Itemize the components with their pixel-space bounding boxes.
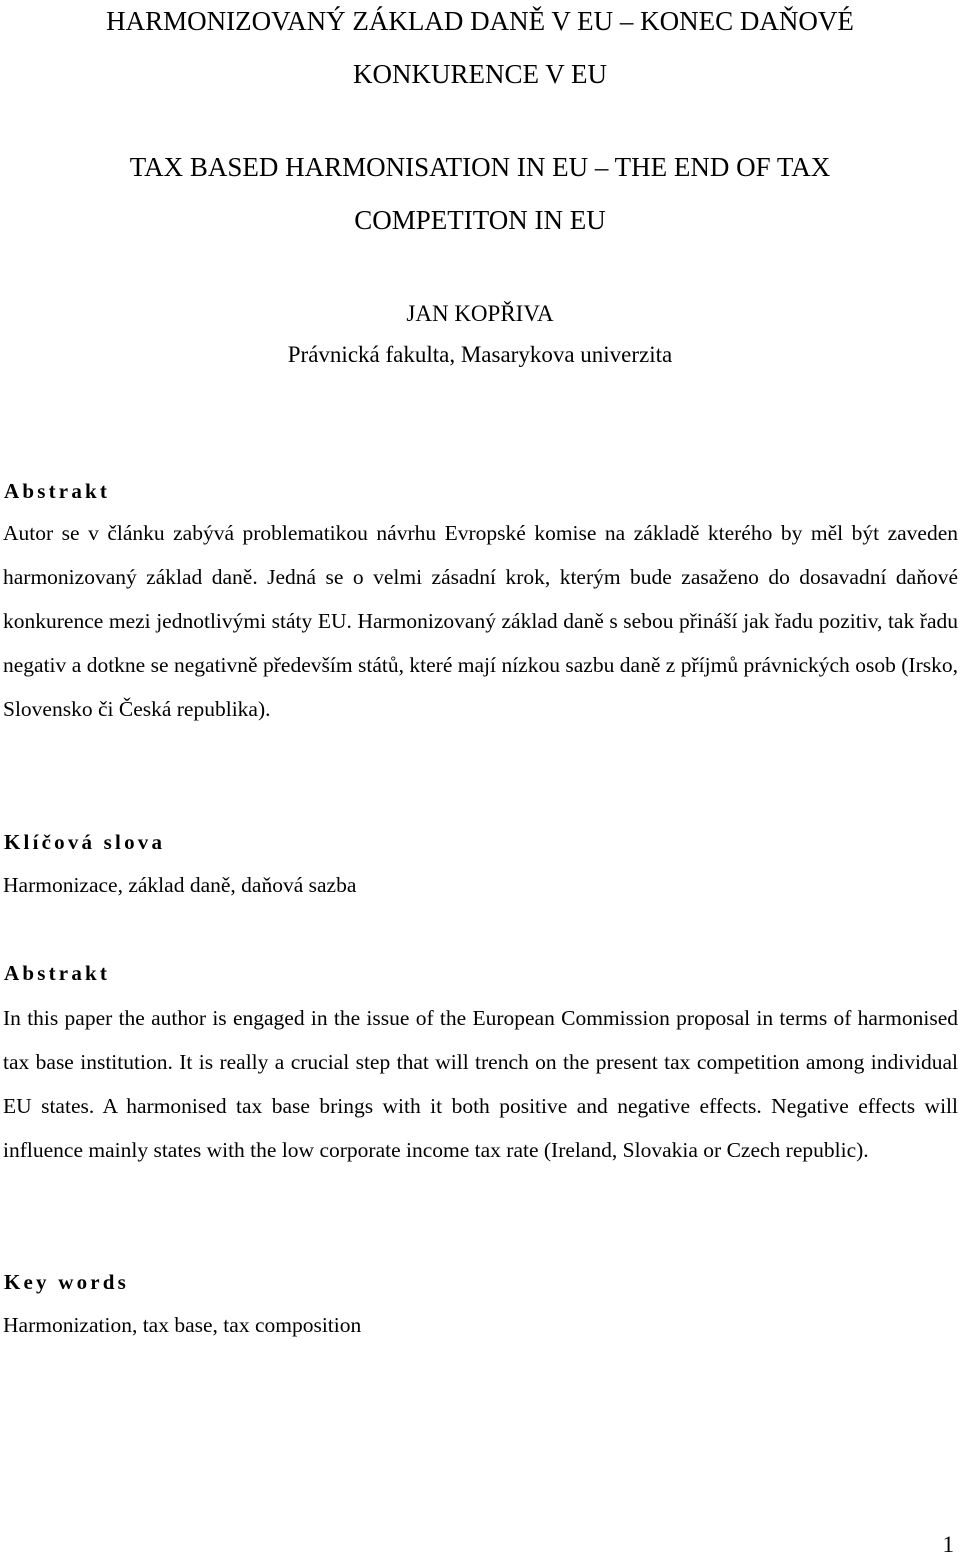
title-czech-line-1: HARMONIZOVANÝ ZÁKLAD DANĚ V EU – KONEC DAŇOVÉ <box>106 6 854 36</box>
abstract-cs-heading: Abstrakt <box>4 479 111 503</box>
keywords-en-text: Harmonization, tax base, tax composition <box>3 1313 362 1337</box>
abstract-cs-text: Autor se v článku zabývá problematikou návrhu Evropské komise na základě kterého by měl být zaveden harmonizovaný základ daně. Jedná se o velmi zásadní krok, kterým bude zasaženo do dosavadní daňové konkurence mezi jednotlivými státy EU. Harmonizovaný základ daně s sebou přináší jak řadu pozitiv, tak řadu negativ a dotkne se negativně především států, které mají nízkou sazbu daně z příjmů právnických osob (Irsko, Slovensko či Česká republika). <box>3 521 958 721</box>
title-english-line-1: TAX BASED HARMONISATION IN EU – THE END OF TAX <box>129 152 831 182</box>
title-czech-line-2: KONKURENCE V EU <box>352 59 607 89</box>
keywords-cs-heading: Klíčová slova <box>4 830 166 854</box>
title-english-line-2: COMPETITON IN EU <box>354 205 606 235</box>
title-english <box>0 141 960 247</box>
author-name: JAN KOPŘIVA <box>406 301 554 326</box>
title-czech <box>0 0 960 101</box>
page-number: 1 <box>942 1532 954 1557</box>
keywords-cs-text: Harmonizace, základ daně, daňová sazba <box>3 873 357 897</box>
abstract-en-heading: Abstrakt <box>4 961 111 985</box>
keywords-en-heading: Key words <box>4 1270 130 1294</box>
author-affiliation: Právnická fakulta, Masarykova univerzita <box>287 342 673 367</box>
abstract-en-text: In this paper the author is engaged in the issue of the European Commission proposal in terms of harmonised tax base institution. It is really a crucial step that will trench on the present tax competition among individual EU states. A harmonised tax base brings with it both positive and negative effects. Negative effects will influence mainly states with the low corporate income tax rate (Ireland, Slovakia or Czech republic). <box>3 1006 958 1162</box>
